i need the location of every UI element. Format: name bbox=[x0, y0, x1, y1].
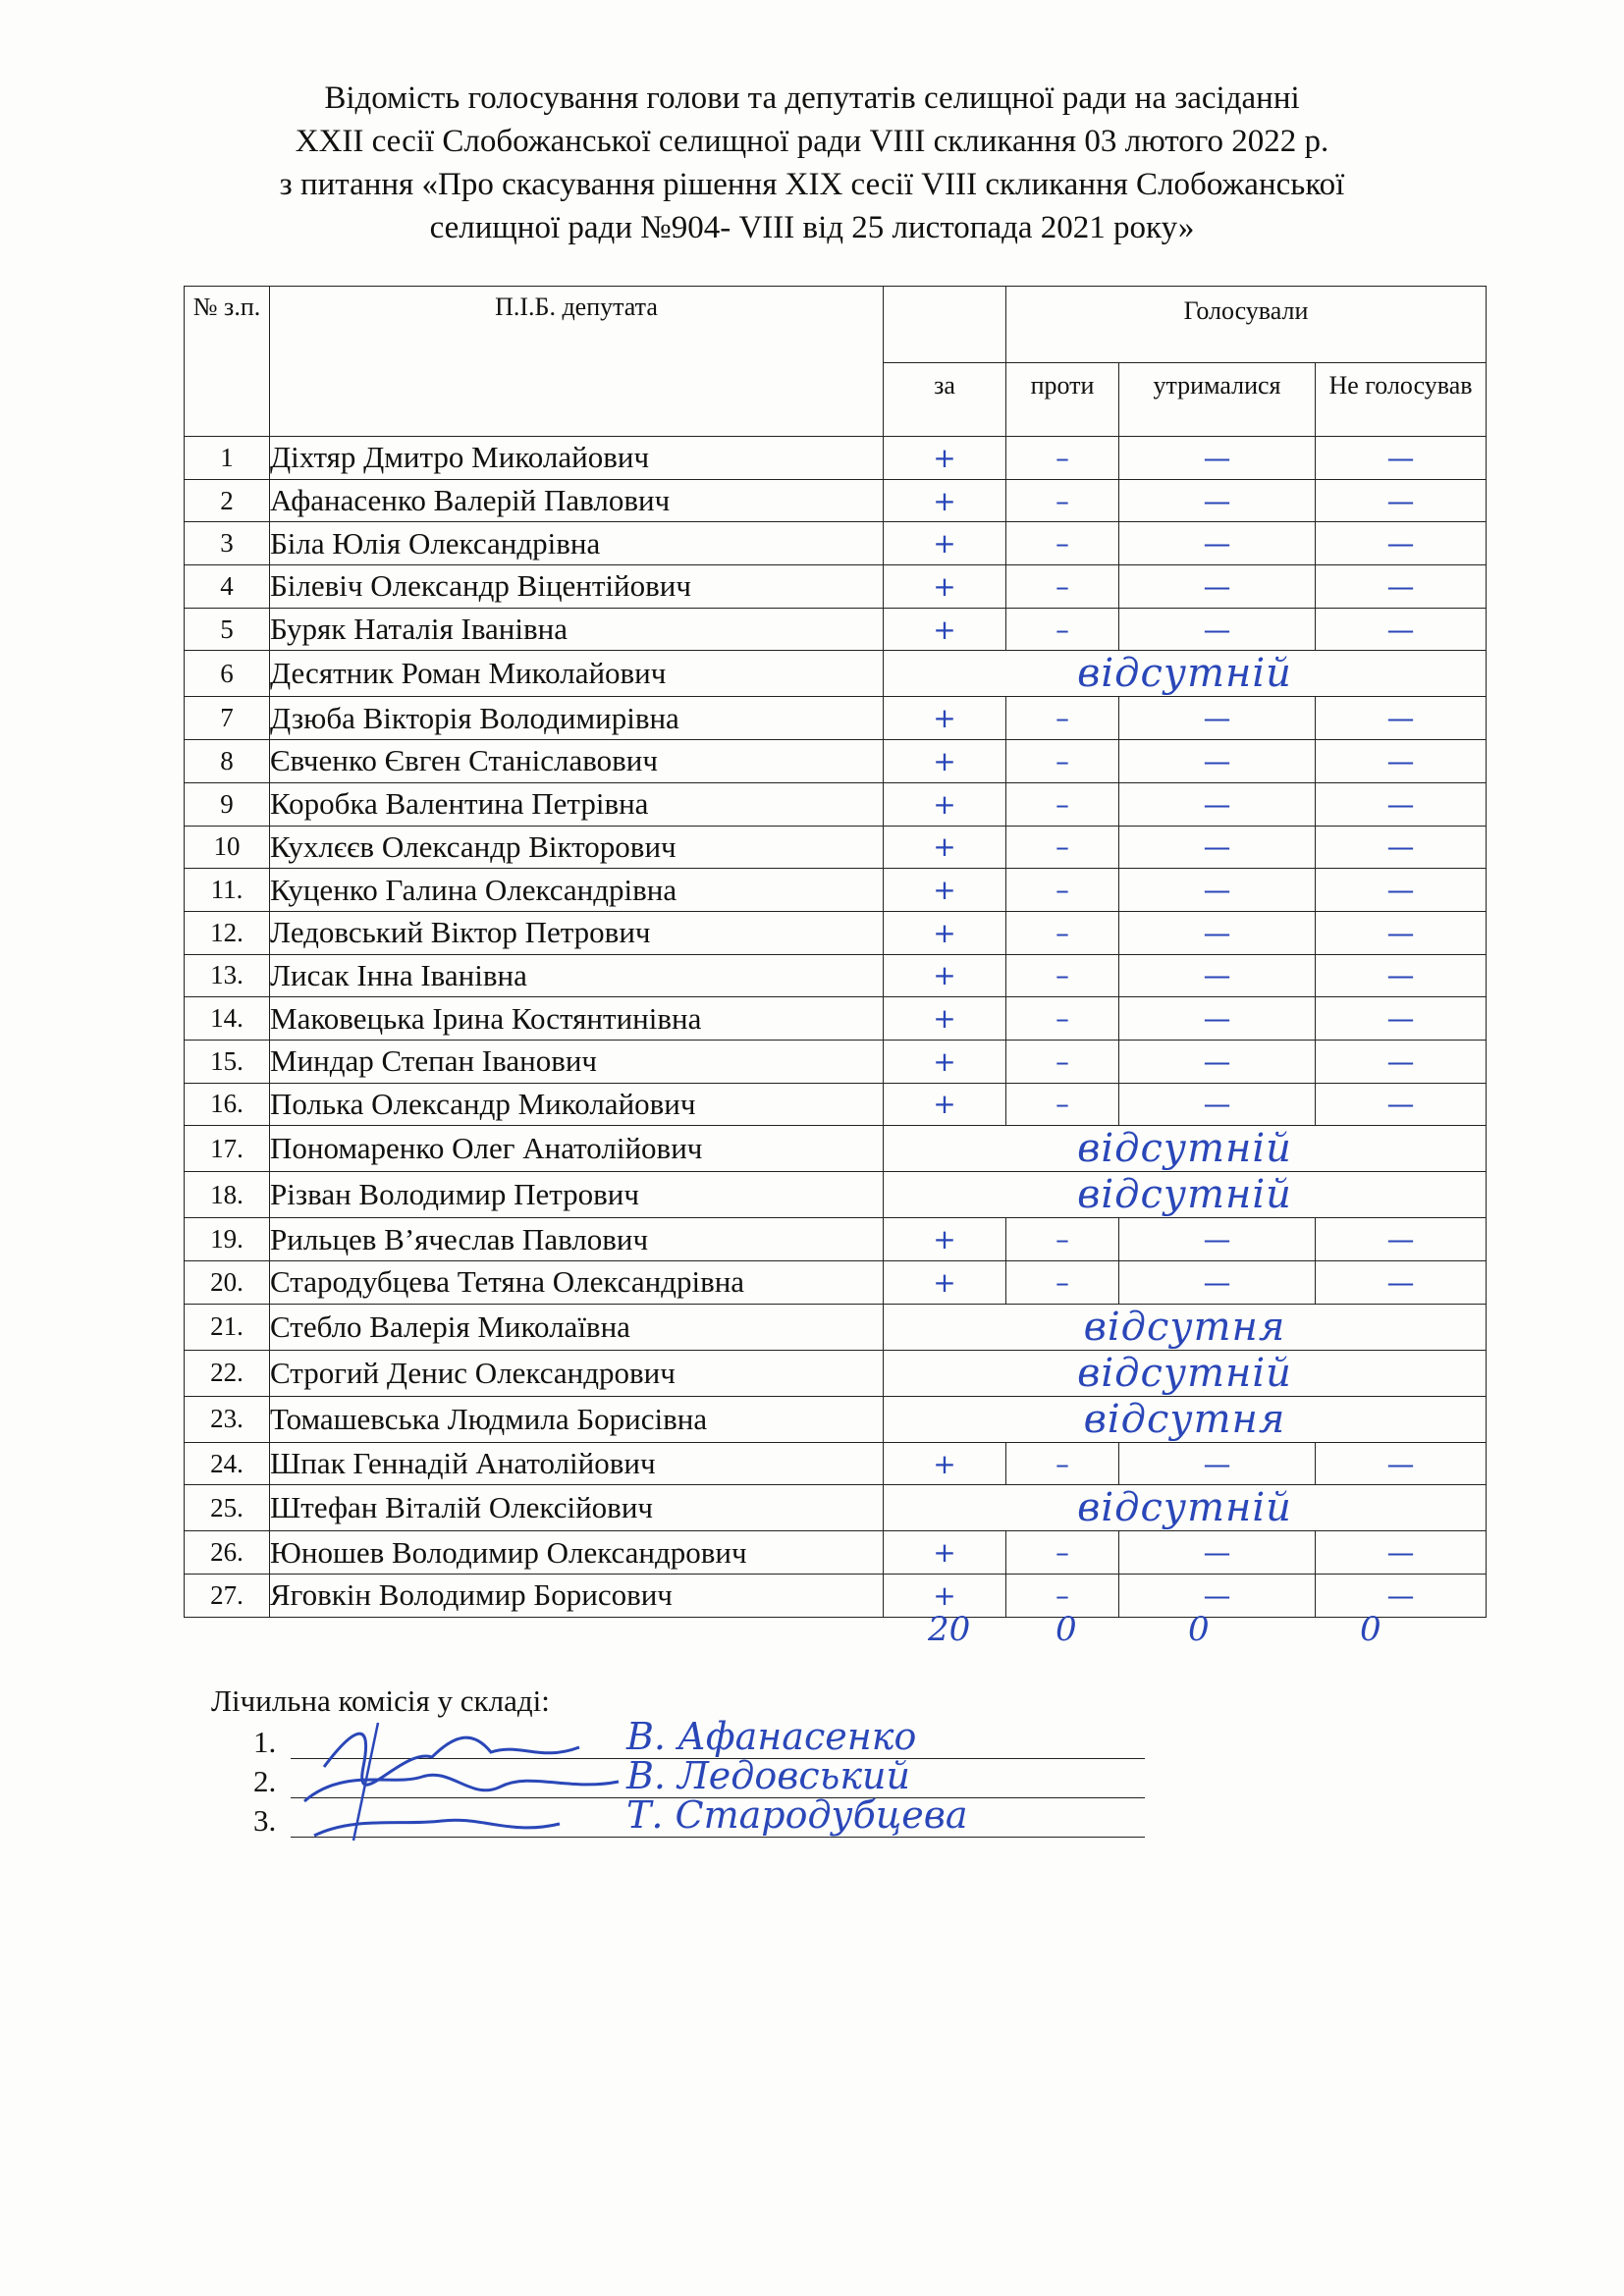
row-number: 10 bbox=[185, 826, 270, 869]
table-row bbox=[185, 1396, 1487, 1442]
title-line-2: XXII сесії Слобожанської селищної ради VIII скликання 03 лютого 2022 р. bbox=[295, 124, 1329, 159]
member-signature: В. Ледовський bbox=[626, 1754, 910, 1797]
table-row bbox=[185, 1485, 1487, 1531]
deputy-name: Шпак Геннадій Анатолійович bbox=[270, 1442, 884, 1485]
total-against: 0 bbox=[1056, 1610, 1077, 1649]
header-for: за bbox=[884, 363, 1006, 437]
vote-for: + bbox=[884, 608, 1006, 651]
absent-mark: відсутній bbox=[884, 1172, 1487, 1218]
table-row bbox=[185, 997, 1487, 1041]
table-row bbox=[185, 1261, 1487, 1305]
vote-abstained: — bbox=[1119, 869, 1316, 912]
vote-abstained: — bbox=[1119, 1531, 1316, 1575]
row-number: 2 bbox=[185, 479, 270, 522]
table-row bbox=[185, 608, 1487, 651]
vote-against: – bbox=[1006, 522, 1119, 565]
deputy-name: Миндар Степан Іванович bbox=[270, 1040, 884, 1083]
commission-member-2 bbox=[253, 1754, 910, 1799]
vote-abstained: — bbox=[1119, 1040, 1316, 1083]
row-number: 22. bbox=[185, 1350, 270, 1396]
vote-for: + bbox=[884, 1442, 1006, 1485]
header-num: № з.п. bbox=[185, 287, 270, 437]
deputy-name: Томашевська Людмила Борисівна bbox=[270, 1396, 884, 1442]
row-number: 14. bbox=[185, 997, 270, 1041]
vote-not-voted: — bbox=[1316, 997, 1487, 1041]
absent-mark: відсутній bbox=[884, 1350, 1487, 1396]
row-number: 16. bbox=[185, 1083, 270, 1126]
vote-not-voted: — bbox=[1316, 565, 1487, 609]
vote-abstained: — bbox=[1119, 911, 1316, 954]
vote-not-voted: — bbox=[1316, 608, 1487, 651]
table-row bbox=[185, 954, 1487, 997]
vote-abstained: — bbox=[1119, 565, 1316, 609]
vote-not-voted: — bbox=[1316, 954, 1487, 997]
vote-for: + bbox=[884, 997, 1006, 1041]
row-number: 1 bbox=[185, 437, 270, 480]
deputy-name: Афанасенко Валерій Павлович bbox=[270, 479, 884, 522]
vote-not-voted: — bbox=[1316, 740, 1487, 783]
vote-against: – bbox=[1006, 479, 1119, 522]
header-empty bbox=[884, 287, 1006, 363]
vote-for: + bbox=[884, 911, 1006, 954]
vote-abstained: — bbox=[1119, 437, 1316, 480]
absent-mark: відсутній bbox=[884, 1485, 1487, 1531]
vote-for: + bbox=[884, 826, 1006, 869]
row-number: 25. bbox=[185, 1485, 270, 1531]
vote-abstained: — bbox=[1119, 1442, 1316, 1485]
row-number: 8 bbox=[185, 740, 270, 783]
vote-not-voted: — bbox=[1316, 782, 1487, 826]
vote-for: + bbox=[884, 522, 1006, 565]
vote-against: – bbox=[1006, 1575, 1119, 1618]
table-row bbox=[185, 1083, 1487, 1126]
table-row bbox=[185, 1126, 1487, 1172]
deputy-name: Пономаренко Олег Анатолійович bbox=[270, 1126, 884, 1172]
member-number: 1. bbox=[253, 1725, 277, 1759]
deputy-name: Кухлєєв Олександр Вікторович bbox=[270, 826, 884, 869]
deputy-name: Євченко Євген Станіславович bbox=[270, 740, 884, 783]
vote-against: – bbox=[1006, 826, 1119, 869]
vote-against: – bbox=[1006, 437, 1119, 480]
vote-abstained: — bbox=[1119, 740, 1316, 783]
vote-abstained: — bbox=[1119, 826, 1316, 869]
total-abstained: 0 bbox=[1188, 1610, 1210, 1649]
row-number: 5 bbox=[185, 608, 270, 651]
deputy-name: Юношев Володимир Олександрович bbox=[270, 1531, 884, 1575]
total-for: 20 bbox=[928, 1610, 971, 1649]
vote-against: – bbox=[1006, 740, 1119, 783]
row-number: 18. bbox=[185, 1172, 270, 1218]
vote-not-voted: — bbox=[1316, 826, 1487, 869]
deputy-name: Коробка Валентина Петрівна bbox=[270, 782, 884, 826]
table-row bbox=[185, 697, 1487, 740]
vote-not-voted: — bbox=[1316, 1040, 1487, 1083]
vote-against: – bbox=[1006, 1040, 1119, 1083]
deputy-name: Лисак Інна Іванівна bbox=[270, 954, 884, 997]
commission-member-3 bbox=[253, 1793, 968, 1839]
deputy-name: Десятник Роман Миколайович bbox=[270, 651, 884, 697]
header-abstained: утрималися bbox=[1119, 363, 1316, 437]
row-number: 27. bbox=[185, 1575, 270, 1618]
vote-not-voted: — bbox=[1316, 911, 1487, 954]
vote-for: + bbox=[884, 1531, 1006, 1575]
vote-against: – bbox=[1006, 1442, 1119, 1485]
deputy-name: Строгий Денис Олександрович bbox=[270, 1350, 884, 1396]
title-line-3: з питання «Про скасування рішення XIX сесії VIII скликання Слобожанської bbox=[279, 167, 1345, 202]
vote-not-voted: — bbox=[1316, 1575, 1487, 1618]
table-row bbox=[185, 1531, 1487, 1575]
vote-not-voted: — bbox=[1316, 1531, 1487, 1575]
vote-not-voted: — bbox=[1316, 1442, 1487, 1485]
vote-for: + bbox=[884, 1083, 1006, 1126]
deputy-name: Полька Олександр Миколайович bbox=[270, 1083, 884, 1126]
vote-against: – bbox=[1006, 1083, 1119, 1126]
vote-abstained: — bbox=[1119, 608, 1316, 651]
header-name: П.І.Б. депутата bbox=[270, 287, 884, 437]
deputy-name: Рильцев В’ячеслав Павлович bbox=[270, 1218, 884, 1261]
vote-against: – bbox=[1006, 608, 1119, 651]
absent-mark: відсутня bbox=[884, 1396, 1487, 1442]
table-row bbox=[185, 869, 1487, 912]
row-number: 9 bbox=[185, 782, 270, 826]
vote-not-voted: — bbox=[1316, 869, 1487, 912]
vote-abstained: — bbox=[1119, 782, 1316, 826]
vote-against: – bbox=[1006, 782, 1119, 826]
vote-for: + bbox=[884, 1575, 1006, 1618]
deputy-name: Куценко Галина Олександрівна bbox=[270, 869, 884, 912]
vote-not-voted: — bbox=[1316, 437, 1487, 480]
row-number: 12. bbox=[185, 911, 270, 954]
commission-label: Лічильна комісія у складі: bbox=[211, 1683, 550, 1718]
vote-for: + bbox=[884, 697, 1006, 740]
absent-mark: відсутня bbox=[884, 1304, 1487, 1350]
header-not-voted: Не голосував bbox=[1316, 363, 1487, 437]
deputy-name: Стародубцева Тетяна Олександрівна bbox=[270, 1261, 884, 1305]
row-number: 11. bbox=[185, 869, 270, 912]
vote-not-voted: — bbox=[1316, 697, 1487, 740]
row-number: 24. bbox=[185, 1442, 270, 1485]
deputy-name: Яговкін Володимир Борисович bbox=[270, 1575, 884, 1618]
table-row bbox=[185, 1172, 1487, 1218]
total-not-voted: 0 bbox=[1360, 1610, 1381, 1649]
row-number: 21. bbox=[185, 1304, 270, 1350]
deputy-name: Різван Володимир Петрович bbox=[270, 1172, 884, 1218]
member-number: 2. bbox=[253, 1764, 277, 1798]
row-number: 4 bbox=[185, 565, 270, 609]
deputy-name: Біла Юлія Олександрівна bbox=[270, 522, 884, 565]
header-against: проти bbox=[1006, 363, 1119, 437]
vote-abstained: — bbox=[1119, 954, 1316, 997]
row-number: 19. bbox=[185, 1218, 270, 1261]
absent-mark: відсутній bbox=[884, 1126, 1487, 1172]
vote-not-voted: — bbox=[1316, 1218, 1487, 1261]
vote-abstained: — bbox=[1119, 479, 1316, 522]
table-row bbox=[185, 479, 1487, 522]
table-row bbox=[185, 911, 1487, 954]
member-number: 3. bbox=[253, 1803, 277, 1838]
vote-abstained: — bbox=[1119, 522, 1316, 565]
deputy-name: Білевіч Олександр Віцентійович bbox=[270, 565, 884, 609]
vote-for: + bbox=[884, 782, 1006, 826]
vote-not-voted: — bbox=[1316, 1083, 1487, 1126]
table-row bbox=[185, 826, 1487, 869]
vote-for: + bbox=[884, 437, 1006, 480]
vote-for: + bbox=[884, 1040, 1006, 1083]
deputy-name: Ледовський Віктор Петрович bbox=[270, 911, 884, 954]
vote-for: + bbox=[884, 869, 1006, 912]
table-row bbox=[185, 522, 1487, 565]
row-number: 3 bbox=[185, 522, 270, 565]
vote-against: – bbox=[1006, 911, 1119, 954]
vote-for: + bbox=[884, 740, 1006, 783]
vote-abstained: — bbox=[1119, 1218, 1316, 1261]
title-line-1: Відомість голосування голови та депутатів селищної ради на засіданні bbox=[324, 80, 1300, 116]
vote-abstained: — bbox=[1119, 1261, 1316, 1305]
document-title bbox=[0, 77, 1624, 249]
commission-member-1 bbox=[253, 1715, 917, 1760]
title-line-4: селищної ради №904- VIII від 25 листопада 2021 року» bbox=[429, 210, 1195, 245]
vote-not-voted: — bbox=[1316, 1261, 1487, 1305]
vote-abstained: — bbox=[1119, 697, 1316, 740]
vote-against: – bbox=[1006, 1531, 1119, 1575]
table-row bbox=[185, 1040, 1487, 1083]
row-number: 13. bbox=[185, 954, 270, 997]
member-signature: В. Афанасенко bbox=[626, 1715, 917, 1758]
table-row bbox=[185, 1442, 1487, 1485]
row-number: 17. bbox=[185, 1126, 270, 1172]
table-row bbox=[185, 782, 1487, 826]
row-number: 7 bbox=[185, 697, 270, 740]
vote-against: – bbox=[1006, 697, 1119, 740]
vote-for: + bbox=[884, 1218, 1006, 1261]
row-number: 15. bbox=[185, 1040, 270, 1083]
vote-abstained: — bbox=[1119, 1575, 1316, 1618]
deputy-name: Маковецька Ірина Костянтинівна bbox=[270, 997, 884, 1041]
vote-against: – bbox=[1006, 1261, 1119, 1305]
vote-against: – bbox=[1006, 954, 1119, 997]
vote-for: + bbox=[884, 565, 1006, 609]
vote-abstained: — bbox=[1119, 997, 1316, 1041]
table-row bbox=[185, 437, 1487, 480]
table-row bbox=[185, 1218, 1487, 1261]
table-row bbox=[185, 1304, 1487, 1350]
vote-for: + bbox=[884, 479, 1006, 522]
vote-not-voted: — bbox=[1316, 479, 1487, 522]
absent-mark: відсутній bbox=[884, 651, 1487, 697]
header-voted: Голосували bbox=[1006, 287, 1487, 363]
deputy-name: Буряк Наталія Іванівна bbox=[270, 608, 884, 651]
deputy-name: Діхтяр Дмитро Миколайович bbox=[270, 437, 884, 480]
table-row bbox=[185, 740, 1487, 783]
deputy-name: Штефан Віталій Олексійович bbox=[270, 1485, 884, 1531]
handwritten-signatures-scrawl bbox=[285, 1708, 658, 1855]
deputy-name: Дзюба Вікторія Володимирівна bbox=[270, 697, 884, 740]
table-row bbox=[185, 565, 1487, 609]
vote-against: – bbox=[1006, 997, 1119, 1041]
vote-against: – bbox=[1006, 565, 1119, 609]
totals-row bbox=[0, 1610, 1624, 1669]
vote-for: + bbox=[884, 1261, 1006, 1305]
row-number: 20. bbox=[185, 1261, 270, 1305]
row-number: 26. bbox=[185, 1531, 270, 1575]
vote-against: – bbox=[1006, 1218, 1119, 1261]
table-row bbox=[185, 651, 1487, 697]
voting-table bbox=[184, 286, 1487, 1618]
member-signature: Т. Стародубцева bbox=[626, 1793, 968, 1837]
row-number: 6 bbox=[185, 651, 270, 697]
vote-abstained: — bbox=[1119, 1083, 1316, 1126]
vote-not-voted: — bbox=[1316, 522, 1487, 565]
vote-against: – bbox=[1006, 869, 1119, 912]
vote-for: + bbox=[884, 954, 1006, 997]
table-row bbox=[185, 1350, 1487, 1396]
deputy-name: Стебло Валерія Миколаївна bbox=[270, 1304, 884, 1350]
row-number: 23. bbox=[185, 1396, 270, 1442]
